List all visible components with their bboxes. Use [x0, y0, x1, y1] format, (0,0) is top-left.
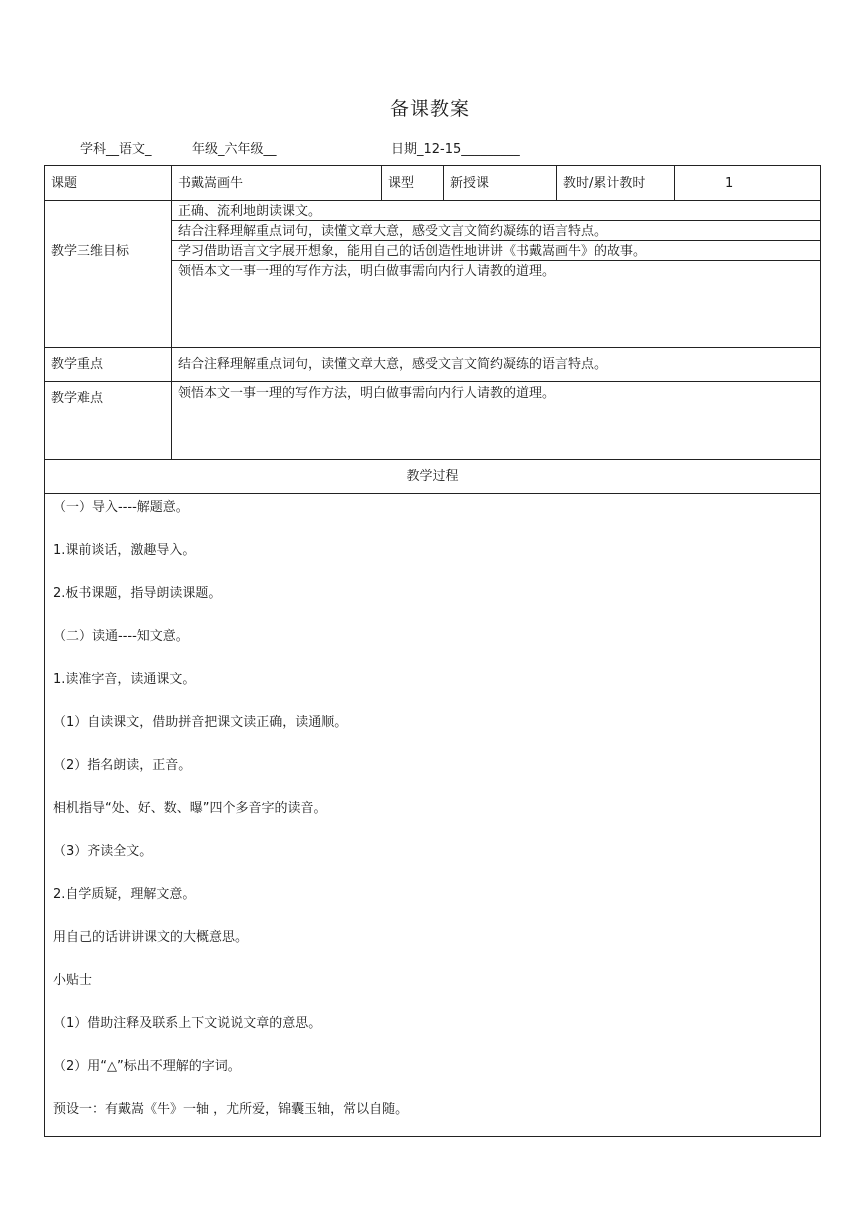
subject-field: 学科__语文_ — [80, 142, 152, 157]
objective-item: 领悟本文一事一理的写作方法，明白做事需向内行人请教的道理。 — [178, 264, 556, 279]
topic-value: 书戴嵩画牛 — [172, 166, 382, 201]
process-line: 相机指导“处、好、数、曝”四个多音字的读音。 — [53, 801, 327, 816]
process-body — [45, 494, 821, 1137]
key-points-label: 教学重点 — [45, 348, 172, 382]
process-line: 预设一：有戴嵩《牛》一轴 ，尤所爱，锦囊玉轴，常以自随。 — [53, 1102, 409, 1117]
process-body-row — [45, 494, 821, 1137]
objectives-row — [45, 201, 821, 348]
process-line: 2.板书课题，指导朗读课题。 — [53, 586, 222, 601]
process-line: 1.课前谈话，激趣导入。 — [53, 543, 196, 558]
difficulties-value: 领悟本文一事一理的写作方法，明白做事需向内行人请教的道理。 — [172, 382, 821, 460]
topic-row — [45, 166, 821, 201]
objective-item: 正确、流利地朗读课文。 — [172, 201, 820, 221]
process-line: 2.自学质疑，理解文意。 — [53, 887, 196, 902]
process-line: 小贴士 — [53, 973, 93, 988]
topic-label: 课题 — [45, 166, 172, 201]
date-field: 日期_12-15_________ — [391, 142, 520, 157]
objectives-label: 教学三维目标 — [45, 201, 172, 348]
lesson-type-value: 新授课 — [444, 166, 557, 201]
process-header-row — [45, 460, 821, 494]
class-hours-label: 教时/累计教时 — [557, 166, 675, 201]
objective-item: 结合注释理解重点词句，读懂文章大意，感受文言文简约凝练的语言特点。 — [172, 221, 820, 241]
objectives-list — [172, 201, 821, 348]
key-points-row — [45, 348, 821, 382]
process-header: 教学过程 — [45, 460, 821, 494]
lesson-type-label: 课型 — [382, 166, 444, 201]
process-line: （2）指名朗读，正音。 — [53, 758, 192, 773]
grade-field: 年级_六年级__ — [192, 142, 277, 157]
difficulties-label: 教学难点 — [45, 382, 172, 460]
process-line: （3）齐读全文。 — [53, 844, 153, 859]
process-line: 1.读准字音，读通课文。 — [53, 672, 196, 687]
process-line: （2）用“△”标出不理解的字词。 — [53, 1059, 241, 1074]
class-hours-value: 1 — [675, 166, 821, 201]
process-line: （1）自读课文，借助拼音把课文读正确，读通顺。 — [53, 715, 348, 730]
process-line: （1）借助注释及联系上下文说说文章的意思。 — [53, 1016, 322, 1031]
objective-item: 学习借助语言文字展开想象，能用自己的话创造性地讲讲《书戴嵩画牛》的故事。 — [172, 241, 820, 261]
process-line: 用自己的话讲讲课文的大概意思。 — [53, 930, 249, 945]
document-title: 备课教案 — [389, 98, 470, 120]
key-points-value: 结合注释理解重点词句，读懂文章大意，感受文言文简约凝练的语言特点。 — [172, 348, 821, 382]
lesson-plan-table — [44, 165, 821, 1137]
process-line: （一）导入----解题意。 — [53, 500, 189, 515]
process-line: （二）读通----知文意。 — [53, 629, 189, 644]
difficulties-row — [45, 382, 821, 460]
